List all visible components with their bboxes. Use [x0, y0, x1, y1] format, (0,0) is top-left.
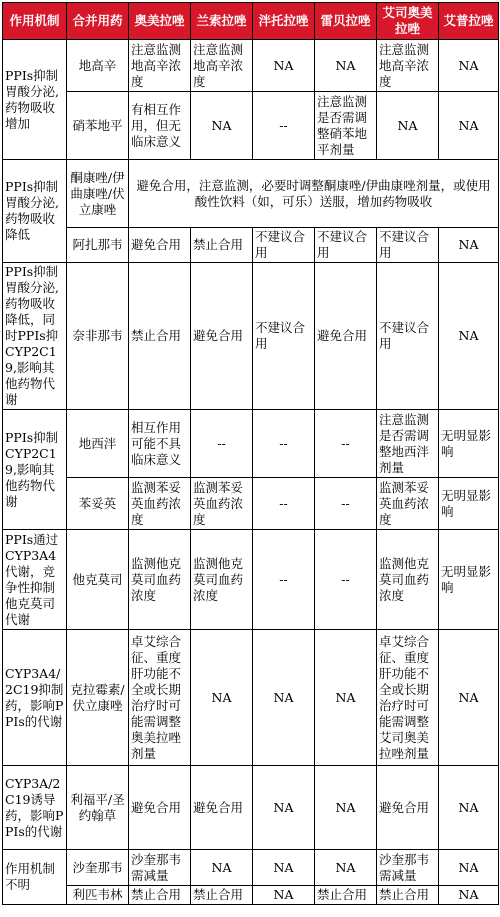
table-row	[3, 630, 499, 766]
value-cell: --	[315, 478, 377, 530]
value-cell: NA	[439, 766, 499, 850]
header-combined-drug: 合并用药	[67, 3, 129, 40]
drug-cell: 利福平/圣约翰草	[67, 766, 129, 850]
drug-cell: 奈非那韦	[67, 263, 129, 410]
mechanism-cell: PPIs抑制胃酸分泌,药物吸收降低，同时PPIs抑CYP2C19,影响其他药物代谢	[3, 263, 67, 410]
mechanism-cell: PPIs抑制CYP2C19,影响其他药物代谢	[3, 410, 67, 530]
value-cell: 避免合用	[315, 263, 377, 410]
table-row	[3, 886, 499, 905]
value-cell: 禁止合用	[191, 886, 253, 905]
drug-interaction-table	[2, 2, 499, 905]
value-cell: 禁止合用	[377, 886, 439, 905]
drug-cell: 硝苯地平	[67, 92, 129, 160]
table-row	[3, 410, 499, 478]
drug-cell: 地高辛	[67, 40, 129, 92]
value-cell: NA	[253, 766, 315, 850]
value-cell: NA	[315, 766, 377, 850]
value-cell: --	[253, 530, 315, 630]
drug-cell: 阿扎那韦	[67, 228, 129, 263]
mechanism-cell: 作用机制不明	[3, 850, 67, 905]
drug-cell: 酮康唑/伊曲康唑/伏立康唑	[67, 160, 129, 228]
merged-recommendation-cell: 避免合用，注意监测，必要时调整酮康唑/伊曲康唑剂量，或使用酸性饮料（如，可乐）送服，增加药物吸收	[129, 160, 499, 228]
header-esomeprazole: 艾司奥美拉唑	[377, 3, 439, 40]
value-cell: 监测他克莫司血药浓度	[191, 530, 253, 630]
value-cell: 禁止合用	[315, 886, 377, 905]
value-cell: 监测他克莫司血药浓度	[377, 530, 439, 630]
header-lansoprazole: 兰索拉唑	[191, 3, 253, 40]
header-mechanism: 作用机制	[3, 3, 67, 40]
value-cell: NA	[191, 92, 253, 160]
value-cell: 沙奎那韦需减量	[377, 850, 439, 886]
value-cell: 禁止合用	[129, 886, 191, 905]
header-rabeprazole: 雷贝拉唑	[315, 3, 377, 40]
value-cell: 注意监测是否需调整硝苯地平剂量	[315, 92, 377, 160]
header-omeprazole: 奥美拉唑	[129, 3, 191, 40]
value-cell: 监测苯妥英血药浓度	[129, 478, 191, 530]
value-cell: 有相互作用，但无临床意义	[129, 92, 191, 160]
table-row	[3, 530, 499, 630]
value-cell: NA	[253, 850, 315, 886]
value-cell: NA	[439, 40, 499, 92]
value-cell: 禁止合用	[191, 228, 253, 263]
drug-cell: 克拉霉素/伏立康唑	[67, 630, 129, 766]
value-cell: 注意监测是否需调整地西泮剂量	[377, 410, 439, 478]
value-cell: 注意监测地高辛浓度	[377, 40, 439, 92]
value-cell: --	[253, 410, 315, 478]
value-cell: 不建议合用	[377, 228, 439, 263]
value-cell: NA	[439, 228, 499, 263]
value-cell: 不建议合用	[315, 228, 377, 263]
mechanism-cell: PPIs抑制胃酸分泌,药物吸收增加	[3, 40, 67, 160]
value-cell: NA	[377, 92, 439, 160]
table-row	[3, 160, 499, 228]
value-cell: NA	[315, 850, 377, 886]
table-row	[3, 263, 499, 410]
value-cell: 避免合用	[191, 766, 253, 850]
value-cell: NA	[253, 886, 315, 905]
value-cell: NA	[191, 850, 253, 886]
value-cell: 禁止合用	[129, 263, 191, 410]
drug-cell: 利匹韦林	[67, 886, 129, 905]
value-cell: 监测苯妥英血药浓度	[191, 478, 253, 530]
value-cell: NA	[439, 886, 499, 905]
value-cell: NA	[439, 630, 499, 766]
value-cell: 沙奎那韦需减量	[129, 850, 191, 886]
value-cell: 不建议合用	[253, 263, 315, 410]
value-cell: NA	[439, 92, 499, 160]
value-cell: 相互作用可能不具临床意义	[129, 410, 191, 478]
drug-cell: 地西泮	[67, 410, 129, 478]
table-row	[3, 766, 499, 850]
value-cell: 卓艾综合征、重度肝功能不全或长期治疗时可能需调整艾司奥美拉唑剂量	[377, 630, 439, 766]
mechanism-cell: CYP3A/2C19诱导药，影响PPIs的代谢	[3, 766, 67, 850]
value-cell: --	[253, 478, 315, 530]
value-cell: 不建议合用	[377, 263, 439, 410]
value-cell: NA	[315, 630, 377, 766]
table-header-row	[3, 3, 499, 40]
value-cell: --	[191, 410, 253, 478]
table-row	[3, 40, 499, 92]
value-cell: 无明显影响	[439, 410, 499, 478]
value-cell: --	[315, 530, 377, 630]
drug-cell: 沙奎那韦	[67, 850, 129, 886]
table-row	[3, 850, 499, 886]
value-cell: 避免合用	[129, 228, 191, 263]
value-cell: 监测他克莫司血药浓度	[129, 530, 191, 630]
table-row	[3, 92, 499, 160]
value-cell: 避免合用	[129, 766, 191, 850]
table-row	[3, 228, 499, 263]
table-row	[3, 478, 499, 530]
value-cell: --	[315, 410, 377, 478]
value-cell: 无明显影响	[439, 530, 499, 630]
drug-cell: 苯妥英	[67, 478, 129, 530]
value-cell: NA	[315, 40, 377, 92]
value-cell: 注意监测地高辛浓度	[129, 40, 191, 92]
value-cell: 注意监测地高辛浓度	[191, 40, 253, 92]
value-cell: 无明显影响	[439, 478, 499, 530]
value-cell: NA	[253, 40, 315, 92]
mechanism-cell: CYP3A4/2C19抑制药，影响PPIs的代谢	[3, 630, 67, 766]
value-cell: --	[253, 92, 315, 160]
value-cell: 避免合用	[377, 766, 439, 850]
value-cell: NA	[253, 630, 315, 766]
value-cell: 监测苯妥英血药浓度	[377, 478, 439, 530]
header-ilaprazole: 艾普拉唑	[439, 3, 499, 40]
header-pantoprazole: 泮托拉唑	[253, 3, 315, 40]
drug-cell: 他克莫司	[67, 530, 129, 630]
mechanism-cell: PPIs通过CYP3A4代谢，竞争性抑制他克莫司代谢	[3, 530, 67, 630]
value-cell: NA	[439, 263, 499, 410]
value-cell: NA	[191, 630, 253, 766]
value-cell: NA	[439, 850, 499, 886]
mechanism-cell: PPIs抑制胃酸分泌,药物吸收降低	[3, 160, 67, 263]
value-cell: 避免合用	[191, 263, 253, 410]
value-cell: 卓艾综合征、重度肝功能不全或长期治疗时可能需调整奥美拉唑剂量	[129, 630, 191, 766]
value-cell: 不建议合用	[253, 228, 315, 263]
